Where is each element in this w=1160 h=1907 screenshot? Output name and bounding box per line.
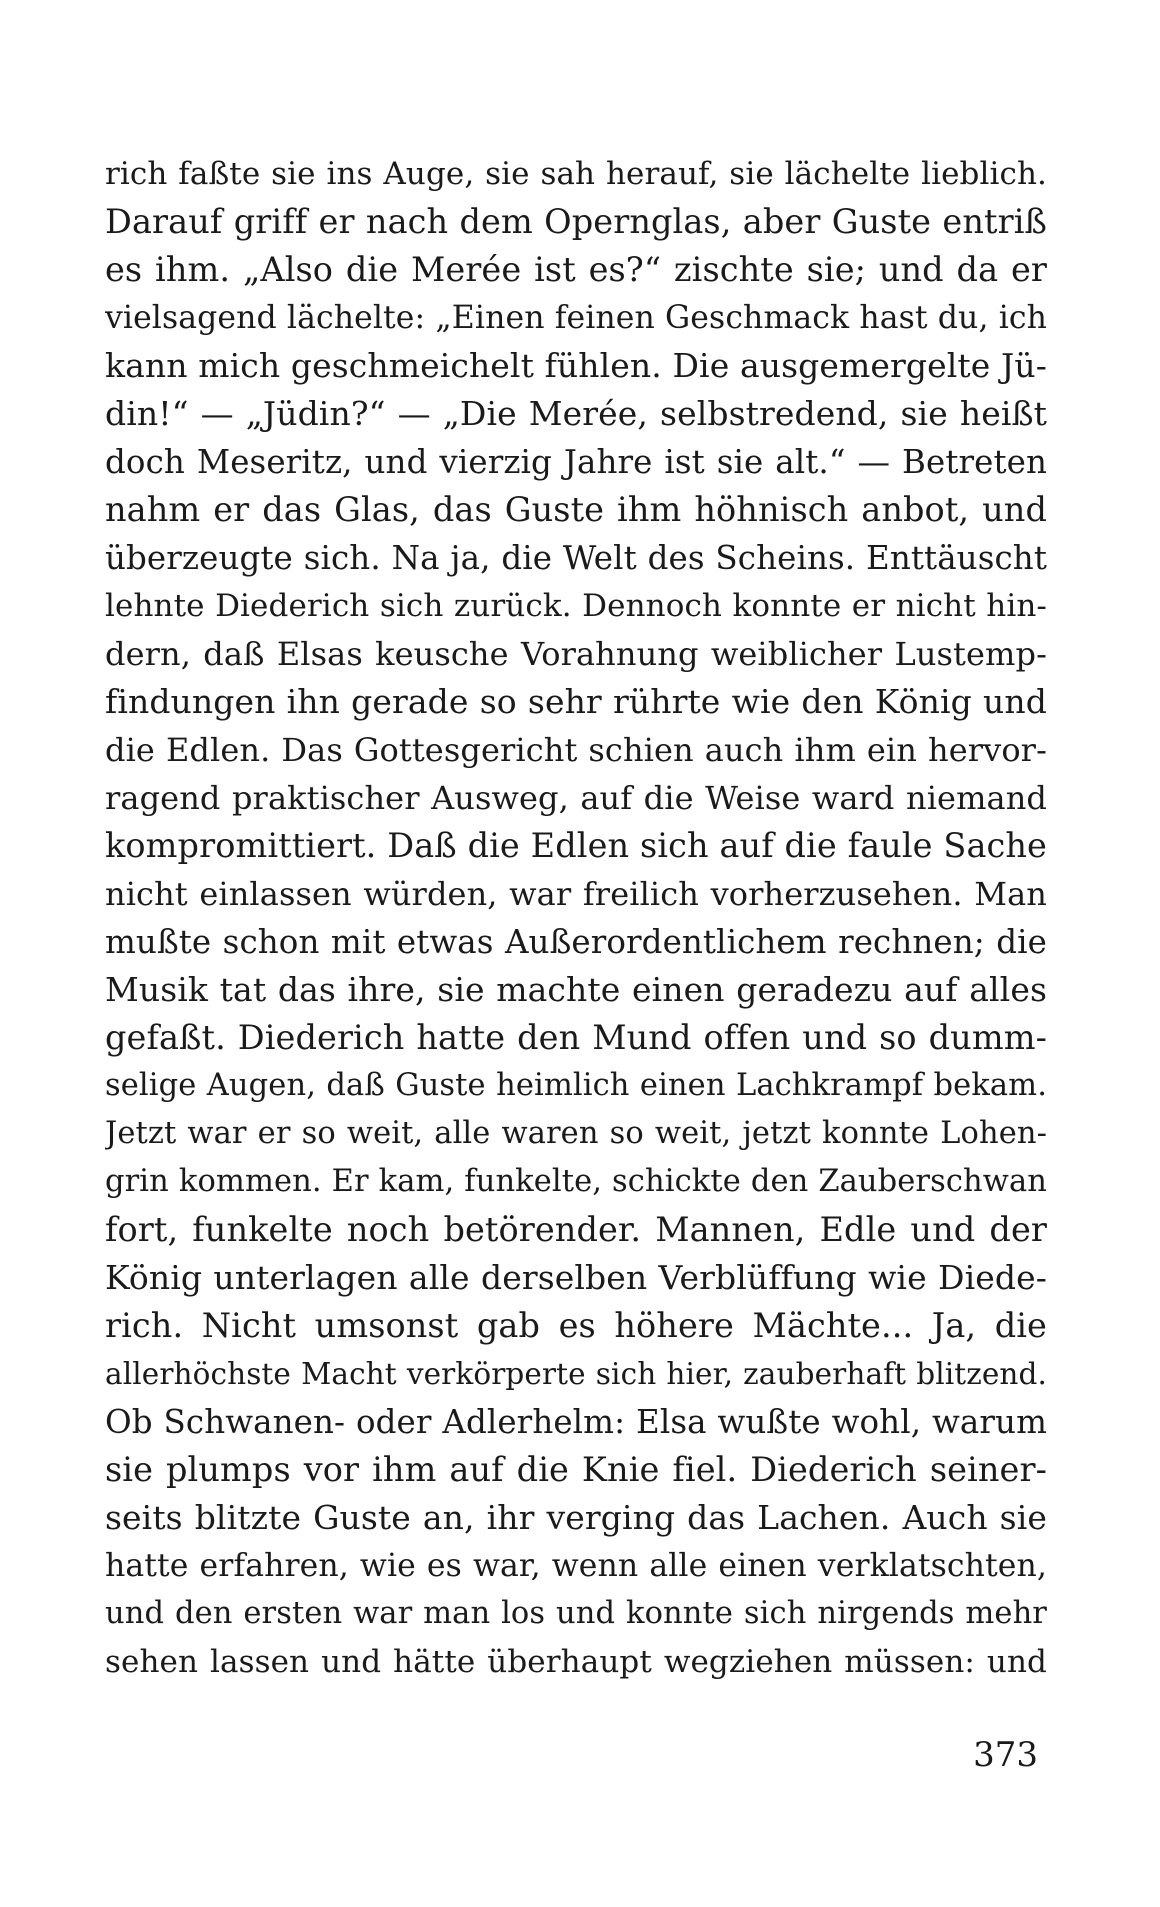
page-number: 373 bbox=[973, 1735, 1038, 1775]
text-line: kompromittiert. Daß die Edlen sich auf die faule Sache bbox=[105, 826, 1047, 865]
text-line: seits blitzte Guste an, ihr verging das Lachen. Auch sie bbox=[105, 1498, 1047, 1537]
text-line: dern, daß Elsas keusche Vorahnung weiblicher Lustemp- bbox=[105, 635, 1047, 673]
text-line: Darauf griff er nach dem Opernglas, aber Guste entriß bbox=[105, 202, 1047, 241]
text-line: Ob Schwanen- oder Adlerhelm: Elsa wußte wohl, warum bbox=[105, 1403, 1047, 1441]
text-line: hatte erfahren, wie es war, wenn alle einen verklatschten, bbox=[105, 1548, 1047, 1584]
text-line: sehen lassen und hätte überhaupt wegziehen müssen: und bbox=[105, 1644, 1047, 1680]
text-line: doch Meseritz, und vierzig Jahre ist sie alt.“ — Betreten bbox=[105, 443, 1047, 481]
text-line: din!“ — „Jüdin?“ — „Die Merée, selbstredend, sie heißt bbox=[105, 394, 1047, 433]
text-line: König unterlagen alle derselben Verblüffung wie Diede- bbox=[105, 1258, 1047, 1297]
text-line: und den ersten war man los und konnte sich nirgends mehr bbox=[105, 1596, 1047, 1631]
text-line: die Edlen. Das Gottesgericht schien auch ihm ein hervor- bbox=[105, 731, 1047, 769]
text-line: überzeugte sich. Na ja, die Welt des Scheins. Enttäuscht bbox=[105, 539, 1047, 577]
text-line: rich. Nicht umsonst gab es höhere Mächte... Ja, die bbox=[105, 1306, 1047, 1345]
text-line: ragend praktischer Ausweg, auf die Weise ward niemand bbox=[105, 779, 1047, 817]
text-line: fort, funkelte noch betörender. Mannen, Edle und der bbox=[105, 1210, 1047, 1249]
text-line: lehnte Diederich sich zurück. Dennoch konnte er nicht hin- bbox=[105, 588, 1047, 624]
text-line: gefaßt. Diederich hatte den Mund offen und so dumm- bbox=[105, 1018, 1047, 1057]
text-line: rich faßte sie ins Auge, sie sah herauf, sie lächelte lieblich. bbox=[105, 156, 1047, 192]
text-line: mußte schon mit etwas Außerordentlichem rechnen; die bbox=[105, 923, 1047, 961]
text-line: sie plumps vor ihm auf die Knie fiel. Diederich seiner- bbox=[105, 1450, 1047, 1489]
text-line: kann mich geschmeichelt fühlen. Die ausgemergelte Jü- bbox=[105, 346, 1047, 385]
text-line: selige Augen, daß Guste heimlich einen Lachkrampf bekam. bbox=[105, 1068, 1047, 1103]
text-line: es ihm. „Also die Merée ist es?“ zischte sie; und da er bbox=[105, 250, 1047, 289]
text-line: Jetzt war er so weit, alle waren so weit, jetzt konnte Lohen- bbox=[105, 1116, 1047, 1151]
text-line: allerhöchste Macht verkörperte sich hier, zauberhaft blitzend. bbox=[105, 1357, 1047, 1391]
body-text bbox=[105, 150, 1047, 1686]
text-line: grin kommen. Er kam, funkelte, schickte den Zauberschwan bbox=[105, 1164, 1047, 1199]
text-line: nicht einlassen würden, war freilich vorherzusehen. Man bbox=[105, 875, 1047, 913]
text-line: Musik tat das ihre, sie machte einen geradezu auf alles bbox=[105, 970, 1047, 1009]
text-line: nahm er das Glas, das Guste ihm höhnisch anbot, und bbox=[105, 490, 1047, 529]
text-line: findungen ihn gerade so sehr rührte wie den König und bbox=[105, 682, 1047, 721]
text-line: vielsagend lächelte: „Einen feinen Geschmack hast du, ich bbox=[105, 300, 1047, 336]
